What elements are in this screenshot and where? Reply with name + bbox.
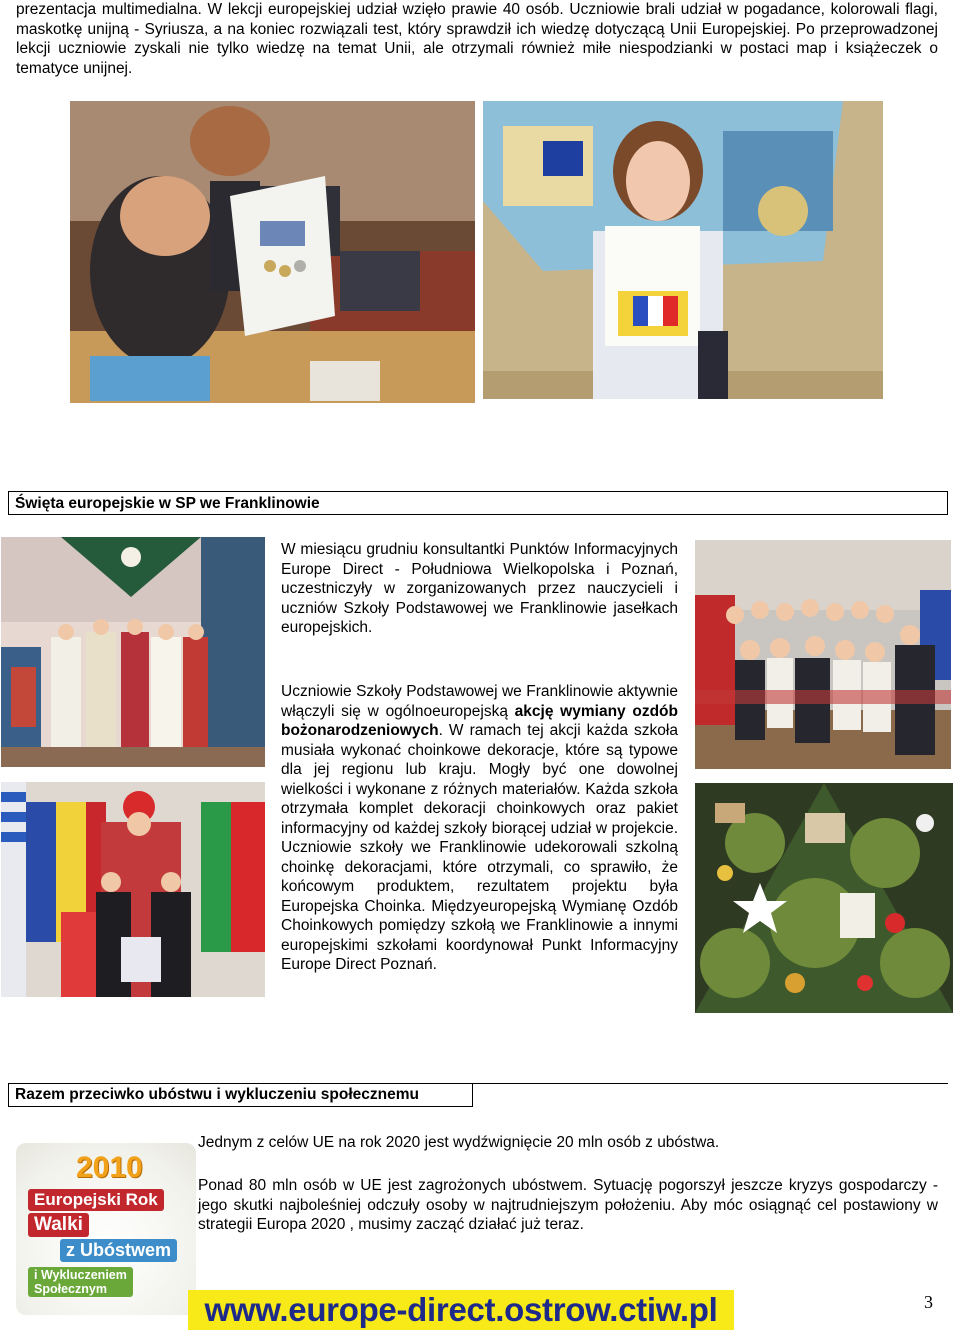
christmas-paragraph-2-start: Uczniowie Szkoły Podstawowej we Franklinowie aktywnie włączyli się w ogólnoeuropejską [281,683,678,720]
logo-year: 2010 [76,1151,143,1184]
photo-nativity-play [1,537,265,767]
poverty-paragraph-2: Ponad 80 mln osób w UE jest zagrożonych ubóstwem. Sytuację pogorszył jeszcze kryzys gospodarczy - jego skutki najboleśniej odczuły osoby w najtrudniejszym położeniu. Aby móc osiągnąć cel postawiony w strategii Europa 2020 , musimy zacząć działać już teraz. [198,1177,938,1233]
logo-line-1: Europejski Rok [28,1189,164,1211]
footer-website-link[interactable]: www.europe-direct.ostrow.ctiw.pl [188,1290,734,1330]
christmas-paragraph-2-bold: akcję wymiany ozdób bożonarodzeniowych [281,702,678,739]
intro-paragraph: prezentacja multimedialna. W lekcji europejskiej udział wzięło prawie 40 osób. Uczniowie brali udział w pogadance, kolorowali flagi, maskotkę unijną - Syriusza, a na koniec rozwiązali test, który sprawdził ich wiedzę dotyczącą Unii Europejskiej. Po przeprowadzonej lekcji uczniowie zyskali nie tylko wiedzę na temat Unii, ale otrzymali również miłe niespodzianki w postaci map i książeczek o tematyce unijnej. [16,1,938,77]
logo-line-4b: Społecznym [34,1282,107,1296]
section-title-poverty: Razem przeciwko ubóstwu i wykluczeniu społecznemu [15,1086,419,1103]
page-number: 3 [924,1292,933,1312]
christmas-paragraph-2 [281,682,678,975]
logo-line-4a: i Wykluczeniem [34,1268,127,1282]
photo-girl-with-map [483,101,883,399]
logo-line-4 [28,1267,133,1297]
poverty-paragraph-1: Jednym z celów UE na rok 2020 jest wydźwignięcie 20 mln osób z ubóstwa. [198,1134,720,1151]
section-header-christmas [8,491,948,515]
christmas-paragraph-2-end: . W ramach tej akcji każda szkoła musiała wykonać choinkowe dekoracje, które są typowe dla jej regionu lub kraju. Mogły być one dowolnej wielkości i wykonane z różnych materiałów. Każda szkoła otrzymała komplet dekoracji choinkowych oraz pakiet informacyjny od każdej szkoły biorącej udział w projekcie. Uczniowie szkoły we Franklinowie udekorowali szkolną choinkę dekoracjami, które otrzymali, co sprawiło, że końcowym produktem, rezultatem projektu była Europejska Choinka. Międzyeuropejską Wymianę Ozdób Choinkowych pomiędzy szkołą we Franklinowie a innymi europejskimi szkołami koordynował Punkt Informacyjny Europe Direct Poznań. [281,722,678,973]
photo-children-with-flags [1,782,265,997]
christmas-paragraph-1: W miesiącu grudniu konsultantki Punktów Informacyjnych Europe Direct - Południowa Wielkopolska i Poznań, uczestniczyły w zorganizowanych przez nauczycieli i uczniów Szkoły Podstawowej we Franklinowie jasełkach europejskich. [281,541,678,636]
logo-line-3: z Ubóstwem [60,1239,177,1262]
photo-group-of-students [695,540,951,769]
photo-children-reading [70,101,475,403]
logo-line-2: Walki [28,1213,89,1237]
photo-christmas-tree [695,783,953,1013]
section-title-christmas: Święta europejskie w SP we Franklinowie [15,495,320,512]
section-header-poverty [8,1083,473,1107]
european-year-logo [16,1143,196,1315]
